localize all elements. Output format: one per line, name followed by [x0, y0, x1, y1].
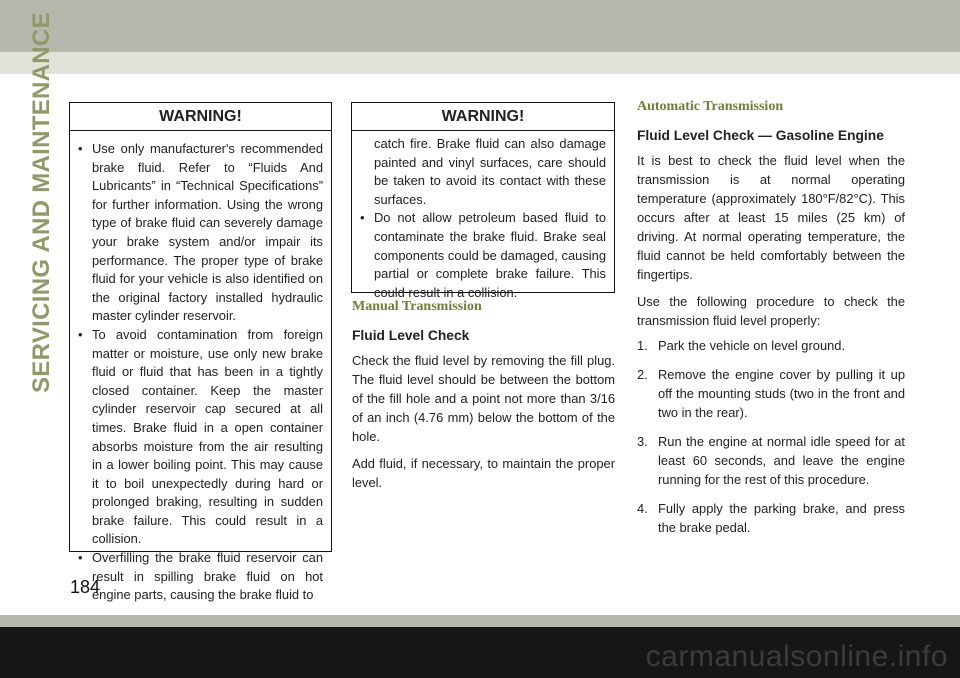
warning-list [358, 209, 606, 302]
bottom-band [0, 615, 960, 627]
automatic-transmission-section [637, 99, 905, 547]
subsection-heading: Fluid Level Check — Gasoline Engine [637, 128, 884, 143]
subsection-heading: Fluid Level Check [352, 328, 470, 343]
page-number: 184 [70, 577, 101, 597]
warning-title: WARNING! [352, 103, 614, 131]
procedure-steps [637, 336, 905, 537]
warning-continuation: catch fire. Brake fluid can also damage painted and vinyl surfaces, care should be taken to avoid its contact with these surfaces. [374, 136, 606, 207]
top-band [0, 0, 960, 52]
warning-item: • Use only manufacturer's recommended brake fluid. Refer to “Fluids And Lubricants” in “Technical Specifications” for further information. Using the wrong type of brake fluid can severely damage your brake system and/or impair its performance. The proper type of brake fluid for your vehicle is also identified on the original factory installed hydraulic master cylinder reservoir. [76, 140, 323, 326]
paragraph: Check the fluid level by removing the fill plug. The fluid level should be between the bottom of the fill hole and a point not more than 3/16 of an inch (4.76 mm) below the bottom of the hole. [352, 353, 615, 444]
procedure-step: 1. Park the vehicle on level ground. [637, 338, 846, 353]
procedure-step: 4. Fully apply the parking brake, and press the brake pedal. [637, 501, 905, 535]
warning-item: • To avoid contamination from foreign matter or moisture, use only new brake fluid or fluid that has been in a tightly closed container. Keep the master cylinder reservoir cap secured at all times. Brake fluid in a open container absorbs moisture from the air resulting in a lower boiling point. This may cause it to boil unexpectedly during hard or prolonged braking, resulting in sudden brake failure. This could result in a collision. [76, 326, 323, 549]
warning-item: • Do not allow petroleum based fluid to contaminate the brake fluid. Brake seal components could be damaged, causing partial or complete brake failure. This could result in a collision. [358, 209, 606, 302]
procedure-step: 2. Remove the engine cover by pulling it up off the mounting studs (two in the front and two in the rear). [637, 367, 905, 420]
manual-transmission-section [352, 299, 615, 492]
paragraph: It is best to check the fluid level when the transmission is at normal operating temperature (approximately 180°F/82°C). This occurs after at least 15 miles (25 km) of driving. At normal operating temperature, the fluid cannot be held comfortably between the fingertips. [637, 153, 905, 282]
section-heading: Automatic Transmission [637, 99, 784, 114]
procedure-step: 3. Run the engine at normal idle speed for at least 60 seconds, and leave the engine running for the rest of this procedure. [637, 434, 905, 487]
warning-title: WARNING! [70, 103, 331, 131]
top-band-light [0, 52, 960, 74]
warning-item: • Overfilling the brake fluid reservoir can result in spilling brake fluid on hot engine parts, causing the brake fluid to [76, 549, 323, 605]
warning-box-mid [351, 102, 615, 300]
warning-list [70, 131, 331, 605]
paragraph: Add fluid, if necessary, to maintain the proper level. [352, 456, 615, 490]
section-heading: Manual Transmission [352, 299, 482, 314]
paragraph: Use the following procedure to check the transmission fluid level properly: [637, 294, 905, 328]
watermark-link[interactable]: carmanualsonline.info [645, 640, 948, 673]
side-tab: SERVICING AND MAINTENANCE [28, 12, 55, 393]
